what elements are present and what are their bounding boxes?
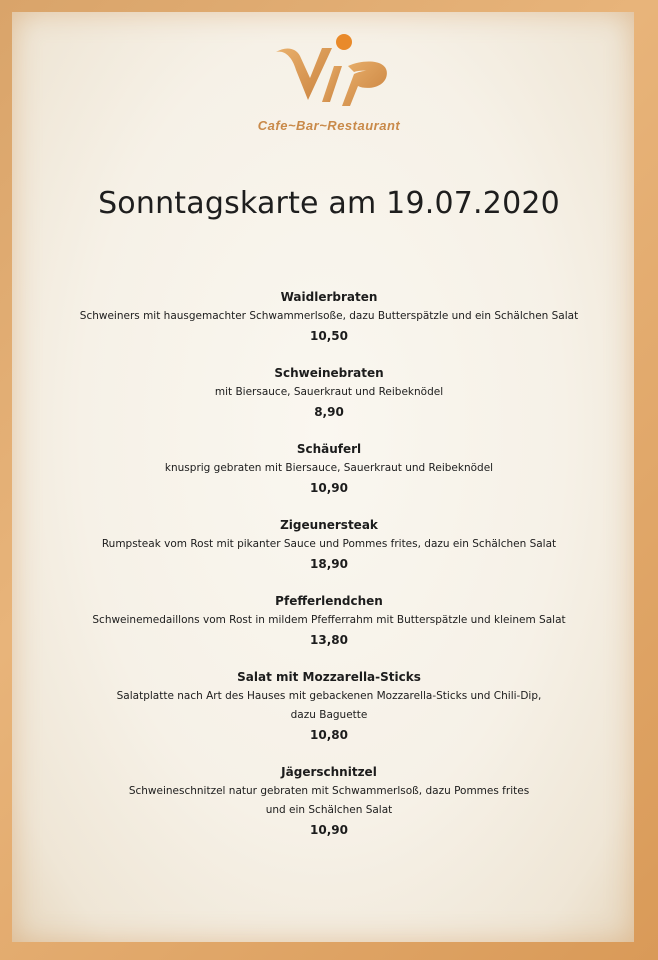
menu-item [0,516,658,574]
dish-name: Pfefferlendchen [275,594,383,608]
menu-item [0,592,658,650]
dish-price: 10,50 [310,329,348,343]
dish-description: Salatplatte nach Art des Hauses mit gebackenen Mozzarella-Sticks und Chili-Dip, [116,690,542,702]
dish-description: mit Biersauce, Sauerkraut und Reibeknödel [214,386,444,398]
dish-description: knusprig gebraten mit Biersauce, Sauerkraut und Reibeknödel [164,462,494,474]
dish-name: Salat mit Mozzarella-Sticks [237,670,421,684]
restaurant-logo [0,26,658,136]
menu-item [0,288,658,346]
dish-name: Zigeunersteak [280,518,378,532]
dish-description: Rumpsteak vom Rost mit pikanter Sauce und Pommes frites, dazu ein Schälchen Salat [101,538,557,550]
dish-description: Schweinemedaillons vom Rost in mildem Pfefferrahm mit Butterspätzle und kleinem Salat [92,614,566,626]
dish-price: 18,90 [310,557,348,571]
dish-name: Schäuferl [296,442,362,456]
dish-price: 10,80 [310,728,348,742]
menu-item [0,440,658,498]
dish-name: Waidlerbraten [280,290,378,304]
menu-list [0,288,658,858]
dish-name: Jägerschnitzel [281,765,377,779]
dish-description: dazu Baguette [290,709,368,721]
dish-price: 13,80 [310,633,348,647]
restaurant-tagline: Cafe~Bar~Restaurant [257,118,401,133]
dish-description: Schweineschnitzel natur gebraten mit Schwammerlsoß, dazu Pommes frites [128,785,530,797]
vip-logo-icon [262,26,402,118]
dish-price: 8,90 [314,405,344,419]
menu-item [0,668,658,745]
dish-price: 10,90 [310,481,348,495]
dish-price: 10,90 [310,823,348,837]
menu-item [0,364,658,422]
dish-name: Schweinebraten [274,366,384,380]
page-title: Sonntagskarte am 19.07.2020 [98,186,560,221]
dish-description: und ein Schälchen Salat [265,804,393,816]
dish-description: Schweiners mit hausgemachter Schwammerlsoße, dazu Butterspätzle und ein Schälchen Salat [79,310,579,322]
menu-item [0,763,658,840]
